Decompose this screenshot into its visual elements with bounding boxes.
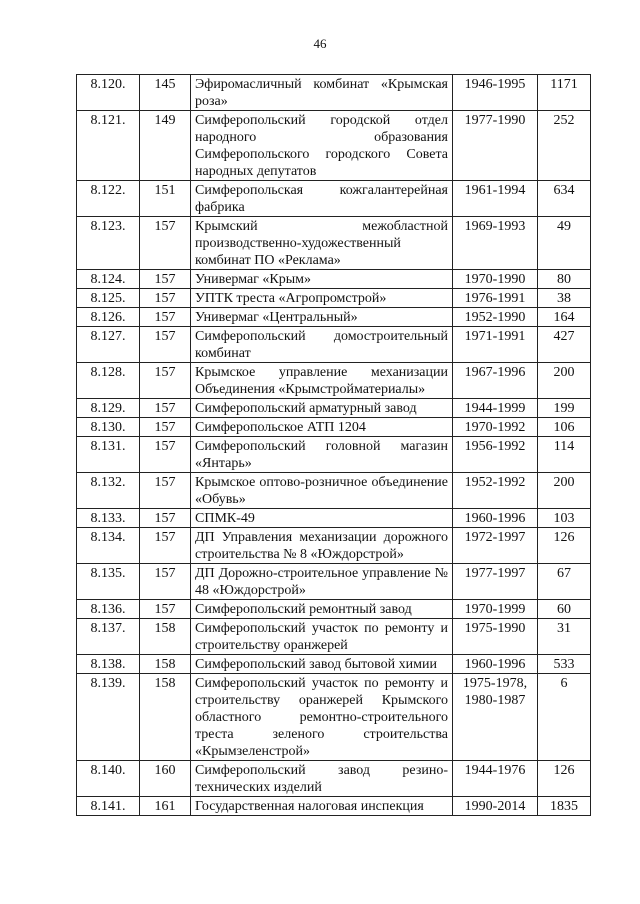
fund-number-cell: 157 bbox=[140, 509, 191, 528]
fund-number-cell: 157 bbox=[140, 363, 191, 399]
date-range-cell bbox=[453, 655, 538, 674]
record-number-cell: 8.129. bbox=[77, 399, 140, 418]
table-row bbox=[77, 363, 591, 399]
organization-name-cell: Симферопольский участок по ремонту и строительству оранжерей bbox=[191, 619, 453, 655]
date-range-cell bbox=[453, 600, 538, 619]
date-range-cell bbox=[453, 270, 538, 289]
date-range-line: 1960-1996 bbox=[464, 511, 526, 526]
file-count-cell: 114 bbox=[538, 437, 591, 473]
fund-number-cell: 157 bbox=[140, 437, 191, 473]
file-count-cell: 427 bbox=[538, 327, 591, 363]
record-number-cell: 8.135. bbox=[77, 564, 140, 600]
record-number-cell: 8.134. bbox=[77, 528, 140, 564]
record-number-cell: 8.141. bbox=[77, 797, 140, 816]
file-count-cell: 1171 bbox=[538, 75, 591, 111]
organization-name-cell: УПТК треста «Агропромстрой» bbox=[191, 289, 453, 308]
date-range-cell bbox=[453, 564, 538, 600]
date-range-line: 1956-1992 bbox=[464, 439, 526, 454]
file-count-cell: 6 bbox=[538, 674, 591, 761]
file-count-cell: 103 bbox=[538, 509, 591, 528]
record-number-cell: 8.121. bbox=[77, 111, 140, 181]
date-range-cell bbox=[453, 217, 538, 270]
table-row bbox=[77, 437, 591, 473]
record-number-cell: 8.126. bbox=[77, 308, 140, 327]
file-count-cell: 200 bbox=[538, 363, 591, 399]
fund-number-cell: 157 bbox=[140, 399, 191, 418]
date-range-line: 1975-1978, bbox=[462, 676, 528, 691]
organization-name-cell: Симферопольский головной магазин «Янтарь» bbox=[191, 437, 453, 473]
date-range-cell bbox=[453, 308, 538, 327]
organization-name-cell: Универмаг «Центральный» bbox=[191, 308, 453, 327]
date-range-cell bbox=[453, 289, 538, 308]
table-row bbox=[77, 674, 591, 761]
table-row bbox=[77, 619, 591, 655]
fund-number-cell: 157 bbox=[140, 564, 191, 600]
table-row bbox=[77, 308, 591, 327]
organization-name-cell: Симферопольское АТП 1204 bbox=[191, 418, 453, 437]
file-count-cell: 126 bbox=[538, 528, 591, 564]
file-count-cell: 60 bbox=[538, 600, 591, 619]
date-range-cell bbox=[453, 327, 538, 363]
organization-name-cell: Симферопольский завод бытовой химии bbox=[191, 655, 453, 674]
record-number-cell: 8.137. bbox=[77, 619, 140, 655]
page-number: 46 bbox=[313, 36, 327, 51]
organization-name-cell: Симферопольский домостроительный комбинат bbox=[191, 327, 453, 363]
file-count-cell: 80 bbox=[538, 270, 591, 289]
organization-name-cell: Универмаг «Крым» bbox=[191, 270, 453, 289]
file-count-cell: 67 bbox=[538, 564, 591, 600]
table-row bbox=[77, 181, 591, 217]
file-count-cell: 31 bbox=[538, 619, 591, 655]
record-number-cell: 8.120. bbox=[77, 75, 140, 111]
organization-name-cell: Крымское управление механизации Объединения «Крымстройматериалы» bbox=[191, 363, 453, 399]
file-count-cell: 49 bbox=[538, 217, 591, 270]
fund-number-cell: 158 bbox=[140, 619, 191, 655]
fund-number-cell: 157 bbox=[140, 528, 191, 564]
table-row bbox=[77, 217, 591, 270]
table-row bbox=[77, 327, 591, 363]
table-row bbox=[77, 75, 591, 111]
record-number-cell: 8.132. bbox=[77, 473, 140, 509]
date-range-line: 1961-1994 bbox=[464, 183, 526, 198]
record-number-cell: 8.127. bbox=[77, 327, 140, 363]
fund-number-cell: 158 bbox=[140, 655, 191, 674]
date-range-cell bbox=[453, 363, 538, 399]
fund-number-cell: 157 bbox=[140, 418, 191, 437]
file-count-cell: 126 bbox=[538, 761, 591, 797]
table-row bbox=[77, 289, 591, 308]
table-body bbox=[77, 75, 591, 816]
organization-name-cell: ДП Управления механизации дорожного строительства № 8 «Юждорстрой» bbox=[191, 528, 453, 564]
date-range-line: 1975-1990 bbox=[464, 621, 526, 636]
organization-name-cell: Симферопольская кожгалантерейная фабрика bbox=[191, 181, 453, 217]
table-row bbox=[77, 473, 591, 509]
record-number-cell: 8.123. bbox=[77, 217, 140, 270]
organization-name-cell: Крымское оптово-розничное объединение «Обувь» bbox=[191, 473, 453, 509]
date-range-line: 1977-1997 bbox=[464, 566, 526, 581]
date-range-line: 1990-2014 bbox=[464, 799, 526, 814]
record-number-cell: 8.128. bbox=[77, 363, 140, 399]
table-row bbox=[77, 399, 591, 418]
date-range-cell bbox=[453, 797, 538, 816]
table-row bbox=[77, 270, 591, 289]
file-count-cell: 1835 bbox=[538, 797, 591, 816]
fund-number-cell: 149 bbox=[140, 111, 191, 181]
fund-number-cell: 158 bbox=[140, 674, 191, 761]
file-count-cell: 106 bbox=[538, 418, 591, 437]
file-count-cell: 199 bbox=[538, 399, 591, 418]
table-row bbox=[77, 111, 591, 181]
date-range-line: 1970-1992 bbox=[464, 420, 526, 435]
record-number-cell: 8.133. bbox=[77, 509, 140, 528]
organization-name-cell: ДП Дорожно-строительное управление № 48 «Юждорстрой» bbox=[191, 564, 453, 600]
organization-name-cell: Симферопольский участок по ремонту и строительству оранжерей Крымского областного ремонтно-строительного треста зеленого строительства «Крымзеленстрой» bbox=[191, 674, 453, 761]
fund-number-cell: 145 bbox=[140, 75, 191, 111]
date-range-line: 1976-1991 bbox=[464, 291, 526, 306]
organization-name-cell: Симферопольский арматурный завод bbox=[191, 399, 453, 418]
fund-number-cell: 157 bbox=[140, 217, 191, 270]
table-row bbox=[77, 564, 591, 600]
file-count-cell: 200 bbox=[538, 473, 591, 509]
date-range-cell bbox=[453, 674, 538, 761]
record-number-cell: 8.130. bbox=[77, 418, 140, 437]
fund-number-cell: 157 bbox=[140, 600, 191, 619]
fund-number-cell: 151 bbox=[140, 181, 191, 217]
record-number-cell: 8.124. bbox=[77, 270, 140, 289]
organization-name-cell: Крымский межобластной производственно-художественный комбинат ПО «Реклама» bbox=[191, 217, 453, 270]
date-range-line: 1970-1999 bbox=[464, 602, 526, 617]
organization-name-cell: СПМК-49 bbox=[191, 509, 453, 528]
table-row bbox=[77, 528, 591, 564]
record-number-cell: 8.140. bbox=[77, 761, 140, 797]
organization-name-cell: Государственная налоговая инспекция bbox=[191, 797, 453, 816]
file-count-cell: 252 bbox=[538, 111, 591, 181]
date-range-cell bbox=[453, 761, 538, 797]
file-count-cell: 38 bbox=[538, 289, 591, 308]
date-range-line: 1977-1990 bbox=[464, 113, 526, 128]
date-range-line: 1971-1991 bbox=[464, 329, 526, 344]
file-count-cell: 164 bbox=[538, 308, 591, 327]
date-range-line: 1980-1987 bbox=[464, 693, 526, 708]
fund-number-cell: 161 bbox=[140, 797, 191, 816]
date-range-cell bbox=[453, 181, 538, 217]
date-range-cell bbox=[453, 399, 538, 418]
table-row bbox=[77, 761, 591, 797]
table-row bbox=[77, 418, 591, 437]
organization-name-cell: Эфиромасличный комбинат «Крымская роза» bbox=[191, 75, 453, 111]
table-row bbox=[77, 600, 591, 619]
organization-name-cell: Симферопольский городской отдел народного образования Симферопольского городского Совета народных депутатов bbox=[191, 111, 453, 181]
date-range-cell bbox=[453, 509, 538, 528]
record-number-cell: 8.125. bbox=[77, 289, 140, 308]
date-range-cell bbox=[453, 619, 538, 655]
table-row bbox=[77, 655, 591, 674]
file-count-cell: 634 bbox=[538, 181, 591, 217]
date-range-cell bbox=[453, 437, 538, 473]
archive-fund-table bbox=[76, 74, 591, 816]
record-number-cell: 8.139. bbox=[77, 674, 140, 761]
date-range-line: 1944-1999 bbox=[464, 401, 526, 416]
date-range-line: 1972-1997 bbox=[464, 530, 526, 545]
record-number-cell: 8.122. bbox=[77, 181, 140, 217]
organization-name-cell: Симферопольский ремонтный завод bbox=[191, 600, 453, 619]
date-range-line: 1952-1990 bbox=[464, 310, 526, 325]
date-range-cell bbox=[453, 473, 538, 509]
date-range-cell bbox=[453, 528, 538, 564]
date-range-line: 1967-1996 bbox=[464, 365, 526, 380]
fund-number-cell: 160 bbox=[140, 761, 191, 797]
date-range-line: 1952-1992 bbox=[464, 475, 526, 490]
date-range-cell bbox=[453, 418, 538, 437]
date-range-line: 1946-1995 bbox=[464, 77, 526, 92]
date-range-cell bbox=[453, 111, 538, 181]
fund-number-cell: 157 bbox=[140, 327, 191, 363]
record-number-cell: 8.136. bbox=[77, 600, 140, 619]
date-range-line: 1944-1976 bbox=[464, 763, 526, 778]
fund-number-cell: 157 bbox=[140, 473, 191, 509]
date-range-line: 1969-1993 bbox=[464, 219, 526, 234]
fund-number-cell: 157 bbox=[140, 289, 191, 308]
date-range-line: 1970-1990 bbox=[464, 272, 526, 287]
file-count-cell: 533 bbox=[538, 655, 591, 674]
table-row bbox=[77, 509, 591, 528]
organization-name-cell: Симферопольский завод резино-технических изделий bbox=[191, 761, 453, 797]
record-number-cell: 8.131. bbox=[77, 437, 140, 473]
record-number-cell: 8.138. bbox=[77, 655, 140, 674]
fund-number-cell: 157 bbox=[140, 270, 191, 289]
fund-number-cell: 157 bbox=[140, 308, 191, 327]
date-range-line: 1960-1996 bbox=[464, 657, 526, 672]
date-range-cell bbox=[453, 75, 538, 111]
table-row bbox=[77, 797, 591, 816]
